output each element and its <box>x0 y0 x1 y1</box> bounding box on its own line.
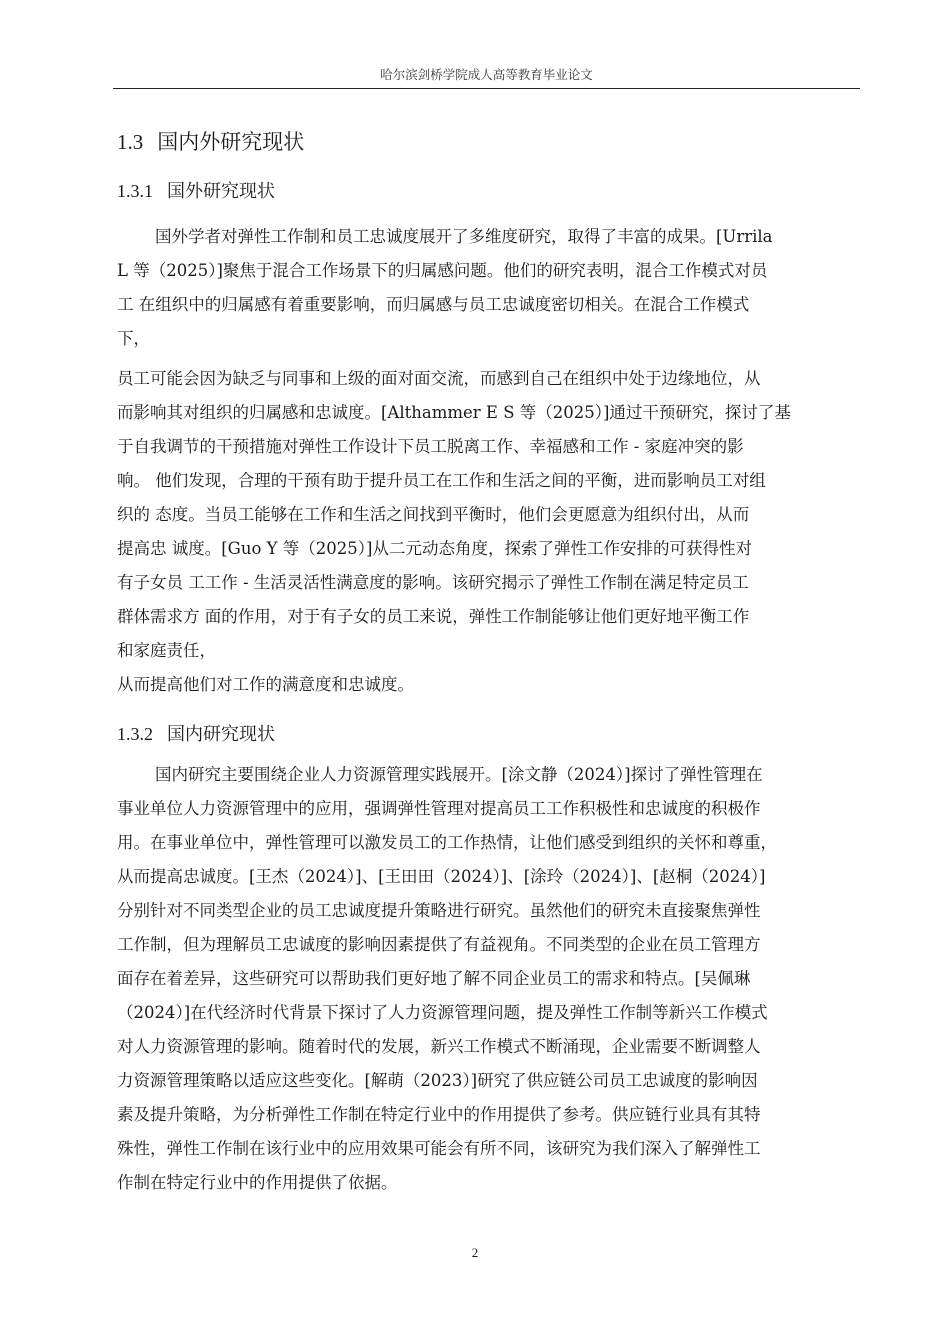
text-line: 工作制，但为理解员工忠诚度的影响因素提供了有益视角。不同类型的企业在员工管理方 <box>117 935 761 954</box>
page-header: 哈尔滨剑桥学院成人高等教育毕业论文 <box>380 67 593 82</box>
text-line: 用。在事业单位中，弹性管理可以激发员工的工作热情，让他们感受到组织的关怀和尊重， <box>117 833 777 852</box>
text-line: 员工可能会因为缺乏与同事和上级的面对面交流，而感到自己在组织中处于边缘地位，从 <box>117 369 761 388</box>
text-line: 国内研究主要围绕企业人力资源管理实践展开。[涂文静（2024）]探讨了弹性管理在 <box>155 765 763 784</box>
text-line: 于自我调节的干预措施对弹性工作设计下员工脱离工作、幸福感和工作 - 家庭冲突的影 <box>117 437 744 456</box>
text-line: 分别针对不同类型企业的员工忠诚度提升策略进行研究。虽然他们的研究未直接聚焦弹性 <box>117 901 761 920</box>
text-line: 事业单位人力资源管理中的应用，强调弹性管理对提高员工工作积极性和忠诚度的积极作 <box>117 799 761 818</box>
text-line: 工 在组织中的归属感有着重要影响，而归属感与员工忠诚度密切相关。在混合工作模式 <box>117 295 750 314</box>
text-line: 素及提升策略，为分析弹性工作制在特定行业中的作用提供了参考。供应链行业具有其特 <box>117 1105 761 1124</box>
page-number: 2 <box>471 1245 479 1260</box>
text-line: 殊性，弹性工作制在该行业中的应用效果可能会有所不同，该研究为我们深入了解弹性工 <box>117 1139 761 1158</box>
paragraph-domestic <box>117 758 860 1200</box>
text-line: 有子女员 工工作 - 生活灵活性满意度的影响。该研究揭示了弹性工作制在满足特定员工 <box>117 573 749 592</box>
paragraph-foreign-intro <box>117 220 860 356</box>
header-divider <box>113 88 860 89</box>
subsection-heading-domestic <box>117 721 275 748</box>
text-line: L 等（2025）]聚焦于混合工作场景下的归属感问题。他们的研究表明，混合工作模式对员 <box>117 261 768 280</box>
subsection-number: 1.3.2 <box>117 724 153 744</box>
paragraph-foreign-body <box>117 362 860 702</box>
section-number: 1.3 <box>117 130 144 154</box>
text-line: 提高忠 诚度。[Guo Y 等（2025）]从二元动态角度，探索了弹性工作安排的可获得性对 <box>117 539 752 558</box>
text-line: 面存在着差异，这些研究可以帮助我们更好地了解不同企业员工的需求和特点。[吴佩琳 <box>117 969 751 988</box>
text-line: （2024）]在代经济时代背景下探讨了人力资源管理问题，提及弹性工作制等新兴工作模式 <box>117 1003 768 1022</box>
section-title: 国内外研究现状 <box>157 130 305 154</box>
text-line: 而影响其对组织的归属感和忠诚度。[Althammer E S 等（2025）]通过干预研究，探讨了基 <box>117 403 791 422</box>
text-line: 国外学者对弹性工作制和员工忠诚度展开了多维度研究，取得了丰富的成果。[Urrila <box>155 227 773 246</box>
subsection-number: 1.3.1 <box>117 181 153 201</box>
section-heading <box>117 127 304 157</box>
text-line: 和家庭责任， <box>117 641 216 660</box>
text-line: 群体需求方 面的作用，对于有子女的员工来说，弹性工作制能够让他们更好地平衡工作 <box>117 607 750 626</box>
text-line: 力资源管理策略以适应这些变化。[解萌（2023）]研究了供应链公司员工忠诚度的影响因 <box>117 1071 758 1090</box>
subsection-title: 国内研究现状 <box>167 724 275 745</box>
text-line: 响。 他们发现，合理的干预有助于提升员工在工作和生活之间的平衡，进而影响员工对组 <box>117 471 766 490</box>
text-line: 对人力资源管理的影响。随着时代的发展，新兴工作模式不断涌现，企业需要不断调整人 <box>117 1037 761 1056</box>
subsection-title: 国外研究现状 <box>167 181 275 202</box>
text-line: 下， <box>117 329 150 348</box>
text-line: 织的 态度。当员工能够在工作和生活之间找到平衡时，他们会更愿意为组织付出，从而 <box>117 505 750 524</box>
text-line: 从而提高他们对工作的满意度和忠诚度。 <box>117 675 414 694</box>
text-line: 作制在特定行业中的作用提供了依据。 <box>117 1173 398 1192</box>
subsection-heading-foreign <box>117 178 275 205</box>
text-line: 从而提高忠诚度。[王杰（2024）]、[王田田（2024）]、[涂玲（2024）]、[赵桐（2024）] <box>117 867 766 886</box>
